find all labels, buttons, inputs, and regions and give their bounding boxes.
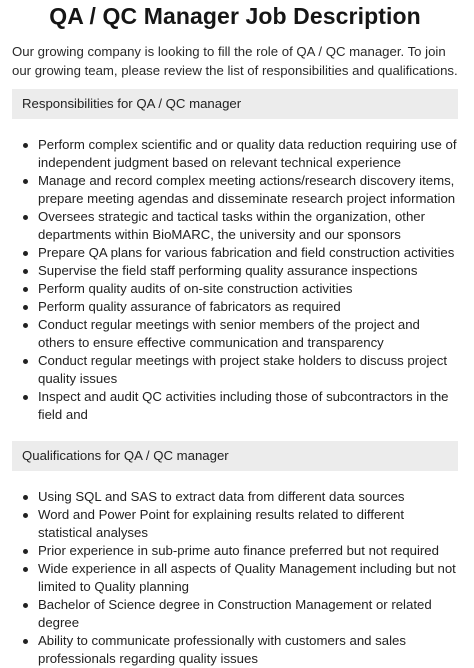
qualification-item: Bachelor of Science degree in Construction Management or related degree [38,596,458,632]
qualification-item: Wide experience in all aspects of Quality Management including but not limited to Quality planning [38,560,458,596]
qualifications-list [12,488,458,668]
responsibilities-heading: Responsibilities for QA / QC manager [12,89,458,119]
responsibility-item: Inspect and audit QC activities including those of subcontractors in the field and [38,388,458,424]
intro-paragraph: Our growing company is looking to fill the role of QA / QC manager. To join our growing team, please review the list of responsibilities and qualifications. [12,44,458,78]
responsibility-item: Perform quality audits of on-site construction activities [38,280,458,298]
responsibility-item: Perform complex scientific and or quality data reduction requiring use of independent judgment based on relevant technical experience [38,137,457,170]
qualification-item: Prior experience in sub-prime auto finance preferred but not required [38,542,458,560]
responsibility-item: Conduct regular meetings with project stake holders to discuss project quality issues [38,352,458,388]
qualification-item: Word and Power Point for explaining results related to different statistical analyses [38,506,458,542]
qualification-item: Ability to communicate professionally with customers and sales professionals regarding quality issues [38,632,458,668]
qualification-item: Using SQL and SAS to extract data from different data sources [38,488,458,506]
responsibility-item: Oversees strategic and tactical tasks within the organization, other departments within BioMARC, the university and our sponsors [38,208,458,244]
responsibility-item: Conduct regular meetings with senior members of the project and others to ensure effective communication and transparency [38,316,458,352]
responsibility-item: Prepare QA plans for various fabrication and field construction activities [38,244,458,262]
responsibility-item: Perform quality assurance of fabricators as required [38,298,458,316]
qualifications-heading: Qualifications for QA / QC manager [12,441,458,471]
page-title: QA / QC Manager Job Description [49,3,421,29]
responsibilities-list [12,136,458,424]
responsibility-item: Manage and record complex meeting actions/research discovery items, prepare meeting agendas and disseminate research project information [38,172,458,208]
responsibility-item: Supervise the field staff performing quality assurance inspections [38,262,458,280]
